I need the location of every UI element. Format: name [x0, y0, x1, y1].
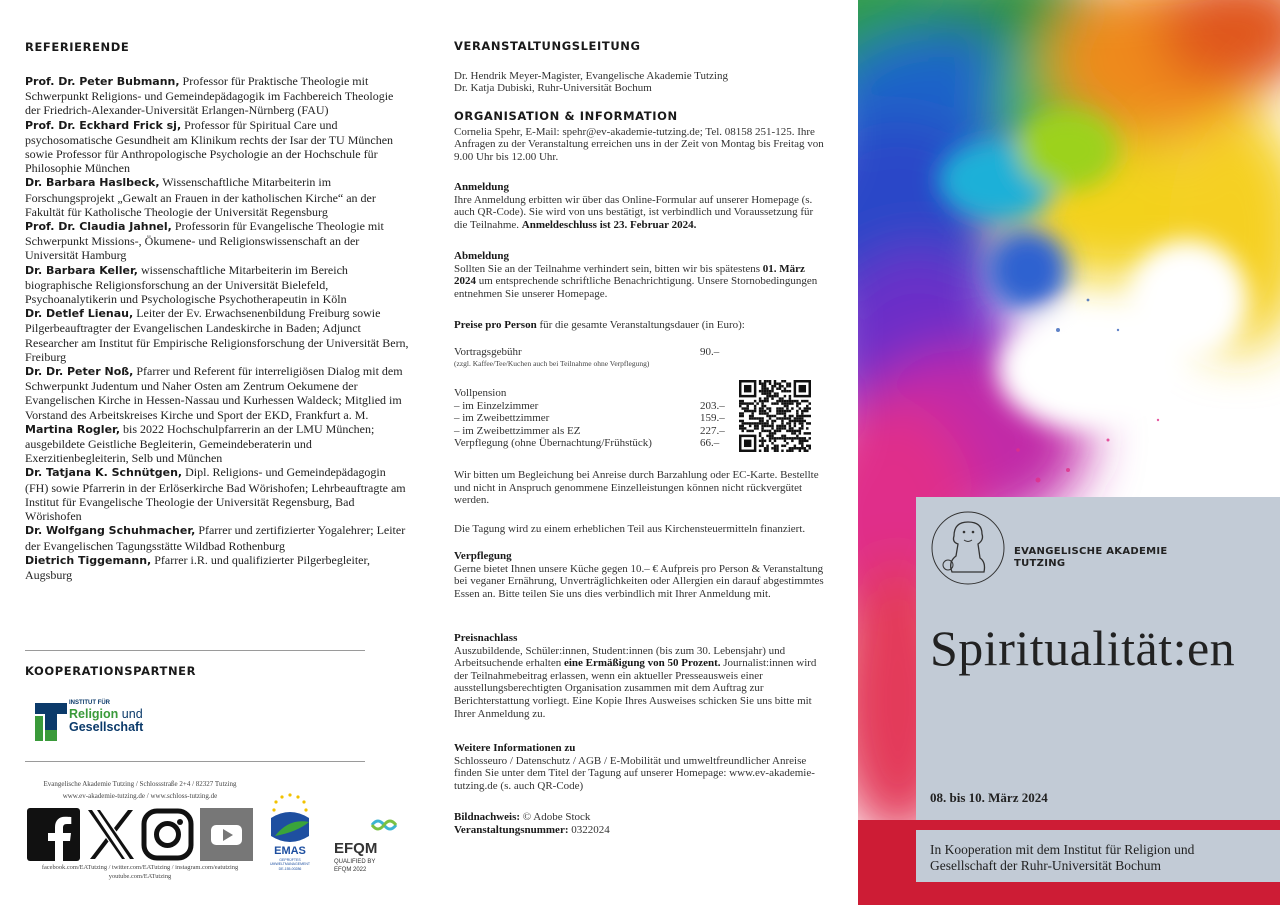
website-line[interactable]: www.ev-akademie-tutzing.de / www.schloss-tutzing.de	[62, 792, 218, 800]
price-value: 66.–	[700, 437, 720, 450]
referent-entry	[25, 306, 410, 364]
abmeldung-title: Abmeldung	[454, 250, 510, 262]
leitung-section	[454, 40, 824, 95]
referent-description: Pfarrer und zertifizierter Yogalehrer; Leiter der Evangelischen Tagungsstätte Wildbad Rothenburg	[25, 523, 406, 553]
price-value: 90.–	[700, 346, 720, 358]
price-value: 159.–	[700, 412, 725, 425]
referierende-heading: REFERIERENDE	[25, 40, 130, 54]
leitung-list	[454, 70, 824, 95]
x-twitter-icon[interactable]	[84, 808, 137, 861]
akademie-lion-logo	[930, 510, 1006, 586]
anmeldung-title: Anmeldung	[454, 181, 510, 193]
emas-label: EMAS	[274, 845, 306, 857]
preisnachlass-title: Preisnachlass	[454, 632, 518, 644]
referent-entry	[25, 263, 410, 307]
anmeldung-text: Ihre Anmeldung erbitten wir über das Online-Formular auf unserer Homepage (s. auch QR-Code). Sie wird von uns bestätigt, ist verbindlich und Voraussetzung für die Teilnahme. Anmeldeschluss ist 23. Februar 2024.	[454, 193, 814, 231]
social-urls	[25, 863, 255, 881]
referent-description: wissenschaftliche Mitarbeiterin im Bereich biographische Religionsforschung an der Universität Bielefeld, Psychoanalytikerin und Psychologische Psychotherapeutin in Köln	[25, 262, 348, 307]
kooperationspartner-heading: KOOPERATIONSPARTNER	[25, 664, 197, 678]
referent-description: Leiter der Ev. Erwachsenenbildung Freiburg sowie Pilgerbeauftragter der Evangelischen Landeskirche in Baden; Adjunct Researcher am Institut für Empirische Religionsforschung der Universität Bern, Freiburg	[25, 306, 409, 364]
organisation-section	[454, 110, 824, 163]
price-label: – im Einzelzimmer	[454, 399, 539, 412]
preisnachlass-section	[454, 632, 824, 720]
referent-entry	[25, 422, 410, 466]
referent-name: Prof. Dr. Eckhard Frick sj,	[25, 118, 182, 132]
instagram-icon[interactable]	[141, 808, 194, 861]
price-value: 227.–	[700, 424, 725, 437]
referent-description: Pfarrer und Referent für interreligiösen Dialog mit dem Schwerpunkt Judentum und Naher Osten am Zentrum Oekumene der Evangelischen Kirche in Hessen-Nassau und Kurhessen Waldeck; Mitglied im Vorstand des Arbeitskreises Kirche und Sport der EKD, Frankfurt a. M.	[25, 364, 403, 422]
price-value: 203.–	[700, 399, 725, 412]
steuer-text: Die Tagung wird zu einem erheblichen Teil aus Kirchensteuermitteln finanziert.	[454, 523, 806, 535]
referierende-section	[25, 40, 410, 582]
cover-title: Spiritualität:en	[930, 620, 1236, 676]
referent-name: Dietrich Tiggemann,	[25, 553, 152, 567]
referent-name: Dr. Wolfgang Schuhmacher,	[25, 524, 196, 538]
svg-text:QUALIFIED BY: QUALIFIED BY	[334, 859, 376, 865]
referent-entry	[25, 219, 410, 263]
referierende-list	[25, 74, 410, 582]
referent-entry	[25, 465, 410, 523]
address	[25, 778, 255, 802]
referent-description: bis 2022 Hochschulpfarrerin an der LMU München; ausgebildete Geistliche Begleiterin, Gemeindeberaterin und Exerzitienbegleiterin, Selb und München	[25, 421, 375, 466]
weitere-text: Schlosseuro / Datenschutz / AGB / E-Mobilität und umweltfreundlicher Anreise finden Sie unter dem Titel der Tagung auf unserer Homepage: www.ev-akademie-tutzing.de (s. auch QR-Code)	[454, 754, 815, 792]
cooperation-text: In Kooperation mit dem Institut für Religion und Gesellschaft der Ruhr-Universität Bochum	[930, 842, 1195, 873]
verpflegung-section	[454, 550, 824, 600]
divider	[25, 650, 365, 651]
organisation-heading: ORGANISATION & INFORMATION	[454, 109, 678, 123]
payment-text: Wir bitten um Begleichung bei Anreise durch Barzahlung oder EC-Karte. Bestellte und nicht in Anspruch genommene Einzelleistungen können nicht rückvergütet werden.	[454, 469, 819, 507]
anmeldung-section	[454, 181, 824, 231]
referent-name: Dr. Tatjana K. Schnütgen,	[25, 466, 183, 480]
referent-entry	[25, 74, 410, 118]
price-label: Verpflegung (ohne Übernachtung/Frühstück)	[454, 437, 652, 450]
weitere-title: Weitere Informationen zu	[454, 742, 576, 754]
divider	[25, 761, 365, 762]
price-note: (zzgl. Kaffee/Tee/Kuchen auch bei Teilnahme ohne Verpflegung)	[454, 358, 650, 368]
leitung-heading: VERANSTALTUNGSLEITUNG	[454, 39, 641, 53]
referent-description: Professorin für Evangelische Theologie mit Schwerpunkt Missions-, Ökumene- und Religionswissenschaft an der Universität Hamburg	[25, 219, 384, 263]
referent-description: Pfarrer i.R. und qualifizierter Pilgerbegleiter, Augsburg	[25, 552, 370, 582]
referent-name: Prof. Dr. Claudia Jahnel,	[25, 220, 172, 234]
akademie-name: EVANGELISCHE AKADEMIE TUTZING	[1014, 546, 1168, 569]
credits	[454, 811, 824, 836]
svg-text:UMWELTMANAGEMENT: UMWELTMANAGEMENT	[270, 862, 310, 866]
abmeldung-text: Sollten Sie an der Teilnahme verhindert sein, bitten wir bis spätestens 01. März 2024 um entsprechende schriftliche Benachrichtigung. Unsere Stornobedingungen entnehmen Sie unserer Homepage.	[454, 262, 818, 300]
referent-entry	[25, 364, 410, 422]
referent-description: Professor für Spiritual Care und psychosomatische Gesundheit am Klinikum rechts der Isar der TU München sowie Professor für Anthropologische Psychologie an der Hochschule für Philosophie München	[25, 117, 394, 176]
cover-panel	[858, 0, 1280, 905]
verpflegung-title: Verpflegung	[454, 550, 512, 562]
svg-text:EFQM 2022: EFQM 2022	[334, 867, 367, 873]
emas-logo	[265, 792, 315, 877]
preise-intro: Preise pro Person für die gesamte Veranstaltungsdauer (in Euro):	[454, 319, 745, 331]
referent-name: Dr. Barbara Keller,	[25, 263, 138, 277]
referent-entry	[25, 118, 410, 176]
price-label: Vortragsgebühr	[454, 346, 522, 358]
facebook-icon[interactable]	[27, 808, 80, 861]
qr-code[interactable]	[739, 380, 811, 452]
referent-name: Dr. Barbara Haslbeck,	[25, 176, 160, 190]
price-label: – im Zweibettzimmer als EZ	[454, 424, 581, 437]
price-row	[454, 346, 824, 359]
weitere-section	[454, 742, 824, 792]
efqm-label: EFQM	[334, 840, 378, 857]
vollpension-label: Vollpension	[454, 387, 507, 399]
price-label: – im Zweibettzimmer	[454, 412, 550, 425]
event-dates: 08. bis 10. März 2024	[930, 790, 1048, 805]
referent-name: Martina Rogler,	[25, 422, 121, 436]
partner-logo-name: Religion und Gesellschaft	[69, 707, 144, 734]
svg-text:DE-155-00286: DE-155-00286	[278, 867, 302, 871]
social-url-line[interactable]: youtube.com/EATutzing	[108, 873, 172, 880]
referent-entry	[25, 523, 410, 552]
bildnachweis: Bildnachweis: © Adobe Stock	[454, 811, 591, 823]
veranstaltungsnummer: Veranstaltungsnummer: 0322024	[454, 823, 610, 836]
referent-description: Professor für Praktische Theologie mit Schwerpunkt Religions- und Gemeindepädagogik im Fachbereich Theologie der Friedrich-Alexander-Universität Erlangen-Nürnberg (FAU)	[25, 74, 394, 118]
referent-name: Dr. Detlef Lienau,	[25, 307, 134, 321]
preisnachlass-text: Auszubildende, Schüler:innen, Student:innen (bis zum 30. Lebensjahr) und Arbeitsuchende erhalten eine Ermäßigung von 50 Prozent. Journalist:innen wird der Teilnahmebeitrag erlassen, wenn ein aktueller Presseausweis einer ausstellungsberechtigten Organisation zusammen mit dem Auftrag zur Berichterstattung vorliegt. Eine Kopie Ihres Ausweises schicken Sie uns bitte mit Ihrer Anmeldung zu.	[454, 644, 817, 720]
referent-name: Dr. Dr. Peter Noß,	[25, 365, 134, 379]
leitung-person: Dr. Hendrik Meyer-Magister, Evangelische Akademie Tutzing	[454, 69, 728, 82]
referent-entry	[25, 553, 410, 582]
social-url-line[interactable]: facebook.com/EATutzing / twitter.com/EATutzing / instagram.com/eatutzing	[41, 864, 239, 871]
referent-description: Wissenschaftliche Mitarbeiterin im Forschungsprojekt „Gewalt an Frauen in der katholischen Kirche“ an der Fakultät für Katholische Theologie der Universität Regensburg	[25, 175, 376, 219]
abmeldung-section	[454, 250, 824, 300]
efqm-logo	[332, 815, 407, 877]
youtube-icon[interactable]	[200, 808, 253, 861]
organisation-text: Cornelia Spehr, E-Mail: spehr@ev-akademie-tutzing.de; Tel. 08158 251-125. Ihre Anfragen zu der Veranstaltung erreichen uns in der Zeit von Montag bis Freitag von 9.00 Uhr bis 12.00 Uhr.	[454, 125, 824, 163]
referent-description: Dipl. Religions- und Gemeindepädagogin (FH) sowie Pfarrerin in der Erlöserkirche Bad Wörishofen; Lehrbeauftragte am Institut für Evangelische Theologie der Universität Regensburg, Bad Wörishofen	[25, 465, 406, 524]
referent-name: Prof. Dr. Peter Bubmann,	[25, 75, 180, 88]
institute-logo-mark	[35, 703, 67, 741]
verpflegung-text: Gerne bietet Ihnen unsere Küche gegen 10.– € Aufpreis pro Person & Veranstaltung bei veganer Ernährung, Unverträglichkeiten oder Allergien ein darauf abgestimmtes Essen an. Bitte teilen Sie uns dies verbindlich mit Ihrer Anmeldung mit.	[454, 562, 824, 600]
partner-logo[interactable]	[35, 700, 165, 744]
svg-text:GEPRÜFTES: GEPRÜFTES	[279, 858, 301, 862]
leitung-person: Dr. Katja Dubiski, Ruhr-Universität Bochum	[454, 82, 652, 95]
vortrag-section	[454, 346, 824, 369]
partner-logo-small: INSTITUT FÜR	[69, 700, 110, 706]
referent-entry	[25, 175, 410, 219]
address-line: Evangelische Akademie Tutzing / Schlossstraße 2+4 / 82327 Tutzing	[43, 780, 237, 788]
